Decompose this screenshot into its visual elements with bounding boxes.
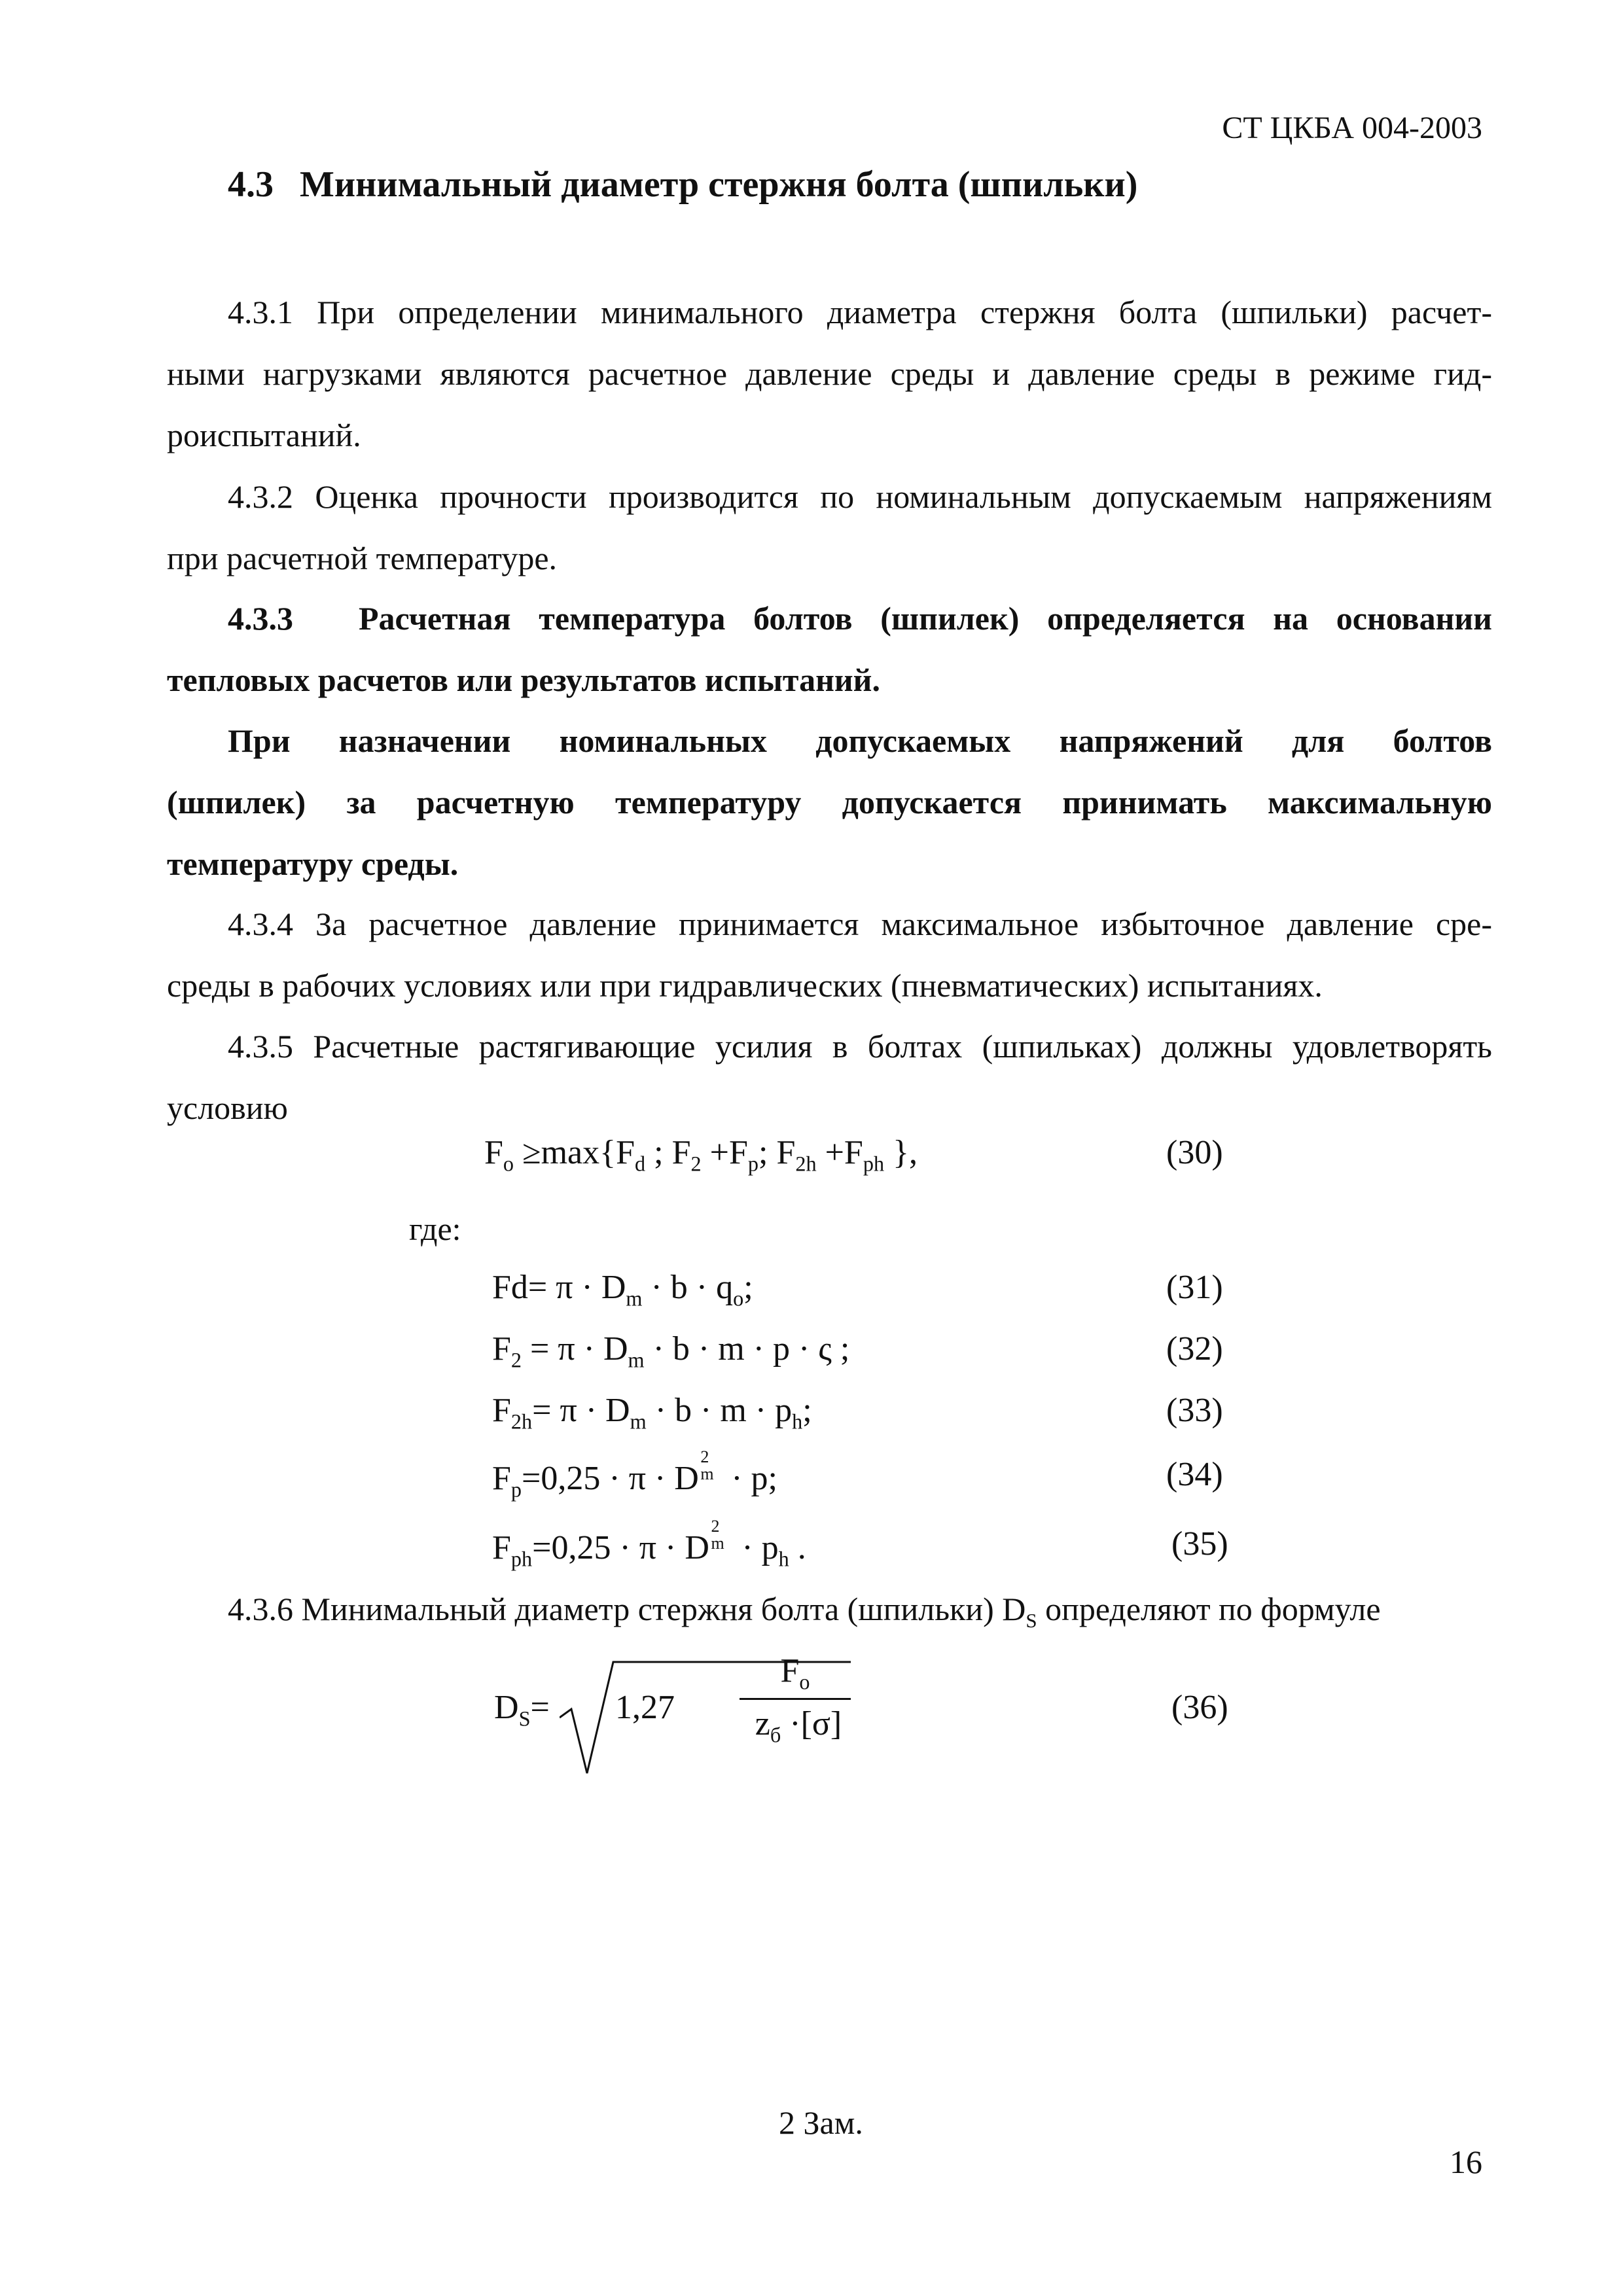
equation-32 xyxy=(492,1330,850,1372)
eq-symbol: F xyxy=(492,1392,511,1429)
footer-note: 2 Зам. xyxy=(779,2104,863,2141)
equation-number: (36) xyxy=(1171,1689,1228,1726)
paragraph-4-3-3 xyxy=(167,588,1492,711)
text-line: 4.3.2 Оценка прочности производится по номинальным допускаемым напряжениям xyxy=(228,478,1492,515)
eq-subscript: o xyxy=(799,1670,810,1694)
text-line: условию xyxy=(167,1089,288,1126)
paragraph-4-3-3-note xyxy=(167,710,1492,894)
where-label: где: xyxy=(409,1210,461,1247)
eq-subscript: m xyxy=(700,1464,714,1484)
eq-text: ≥max{F xyxy=(514,1134,635,1171)
equation-35 xyxy=(492,1517,806,1571)
text-line: температуру среды. xyxy=(167,845,459,882)
eq-subscript: p xyxy=(510,1477,522,1502)
equation-number: (35) xyxy=(1171,1525,1228,1563)
section-number: 4.3 xyxy=(228,164,274,205)
eq-subscript: 2h xyxy=(510,1409,533,1434)
section-heading xyxy=(228,164,1137,205)
eq-subscript: o xyxy=(733,1286,744,1311)
eq-text: · b · m · p xyxy=(646,1392,793,1429)
eq-symbol: F xyxy=(492,1460,511,1497)
text-line: При назначении номинальных допускаемых напряжений для болтов xyxy=(228,722,1492,759)
text-line: определяют по формуле xyxy=(1037,1591,1381,1627)
equation-number: (34) xyxy=(1166,1456,1223,1493)
eq-symbol: F xyxy=(780,1652,800,1689)
eq-subscript: d xyxy=(635,1152,646,1176)
text-line: ными нагрузками являются расчетное давление среды и давление среды в режиме гид- xyxy=(167,355,1492,392)
eq-subscript: ph xyxy=(863,1152,885,1176)
eq-coefficient: 1,27 xyxy=(615,1689,675,1726)
eq-subscript: б xyxy=(770,1723,781,1747)
eq-text: ; F xyxy=(645,1134,691,1171)
eq-text: ; xyxy=(743,1269,753,1306)
paragraph-4-3-6 xyxy=(228,1590,1381,1632)
eq-subscript: 2h xyxy=(795,1152,817,1176)
eq-subscript: m xyxy=(630,1409,647,1434)
eq-symbol: z xyxy=(755,1705,770,1742)
equation-36 xyxy=(494,1652,991,1780)
equation-33 xyxy=(492,1391,812,1434)
text-line: 4.3.1 При определении минимального диаметра стержня болта (шпильки) расчет- xyxy=(228,294,1492,330)
text-line xyxy=(167,588,1492,649)
eq-subscript: ph xyxy=(510,1547,533,1571)
eq-text: · b · m · p · ς ; xyxy=(644,1330,850,1368)
eq-numerator xyxy=(746,1651,844,1694)
eq-superscript: 2 xyxy=(700,1447,709,1467)
text-line: 4.3.5 Расчетные растягивающие усилия в болтах (шпильках) должны удовлетворять xyxy=(228,1028,1492,1065)
eq-text: =0,25 · π · D xyxy=(532,1529,709,1566)
text-line: (шпилек) за расчетную температуру допускается принимать максимальную xyxy=(167,784,1492,821)
eq-text: }, xyxy=(884,1134,918,1171)
paragraph-4-3-2 xyxy=(167,466,1492,589)
text-line: 4.3.6 Минимальный диаметр стержня болта (шпильки) D xyxy=(228,1591,1026,1627)
equation-30 xyxy=(484,1133,918,1176)
eq-text: ·[σ] xyxy=(781,1705,842,1742)
section-title: Минимальный диаметр стержня болта (шпильки) xyxy=(300,164,1138,205)
eq-text: = π · D xyxy=(532,1392,630,1429)
eq-text: =0,25 · π · D xyxy=(522,1460,699,1497)
equation-34 xyxy=(492,1447,777,1502)
eq-text: · b · q xyxy=(642,1269,734,1306)
equation-number: (33) xyxy=(1166,1392,1223,1429)
paragraph-4-3-4 xyxy=(167,893,1492,1016)
eq-subscript: S xyxy=(1026,1608,1037,1632)
eq-index-stack xyxy=(699,1447,722,1489)
eq-superscript: 2 xyxy=(711,1517,720,1536)
equation-number: (30) xyxy=(1166,1134,1223,1171)
eq-text: = π · D xyxy=(522,1330,628,1368)
eq-subscript: o xyxy=(503,1152,514,1176)
eq-text: ; xyxy=(802,1392,812,1429)
eq-text: = xyxy=(530,1689,550,1726)
text-line: тепловых расчетов или результатов испытаний. xyxy=(167,662,880,698)
eq-text: +F xyxy=(816,1134,863,1171)
fraction-bar xyxy=(740,1698,851,1700)
eq-subscript: p xyxy=(747,1152,758,1176)
page-number: 16 xyxy=(1450,2144,1482,2180)
text-line: роиспытаний. xyxy=(167,417,361,453)
eq-subscript: 2 xyxy=(510,1348,522,1372)
eq-denominator xyxy=(740,1704,857,1747)
eq-text: · p xyxy=(733,1529,779,1566)
text-line: при расчетной температуре. xyxy=(167,540,558,576)
eq-lhs xyxy=(494,1688,550,1731)
clause-text: Расчетная температура болтов (шпилек) определяется на основании xyxy=(359,600,1492,637)
text-line: 4.3.4 За расчетное давление принимается максимальное избыточное давление сре- xyxy=(228,906,1492,942)
eq-text: ; F xyxy=(758,1134,796,1171)
clause-number: 4.3.3 xyxy=(228,600,293,637)
eq-text: . xyxy=(789,1529,806,1566)
eq-subscript: h xyxy=(792,1409,803,1434)
eq-subscript: h xyxy=(778,1547,789,1571)
eq-subscript: m xyxy=(626,1286,643,1311)
equation-number: (31) xyxy=(1166,1269,1223,1306)
eq-text: · p; xyxy=(722,1460,777,1497)
equation-number: (32) xyxy=(1166,1330,1223,1368)
eq-text: +F xyxy=(701,1134,748,1171)
eq-subscript: m xyxy=(628,1348,645,1372)
paragraph-4-3-5 xyxy=(167,1016,1492,1139)
equation-31 xyxy=(492,1268,753,1311)
eq-text: Fd= π · D xyxy=(492,1269,626,1306)
eq-symbol: F xyxy=(484,1134,503,1171)
eq-subscript: m xyxy=(711,1534,724,1553)
text-line: среды в рабочих условиях или при гидравлических (пневматических) испытаниях. xyxy=(167,967,1323,1004)
eq-symbol: D xyxy=(494,1689,519,1726)
eq-subscript: 2 xyxy=(690,1152,702,1176)
eq-index-stack xyxy=(709,1517,733,1559)
eq-symbol: F xyxy=(492,1529,511,1566)
eq-subscript: S xyxy=(518,1706,531,1731)
paragraph-4-3-1 xyxy=(167,281,1492,466)
document-code: СТ ЦКБА 004-2003 xyxy=(1222,111,1482,145)
eq-symbol: F xyxy=(492,1330,511,1368)
